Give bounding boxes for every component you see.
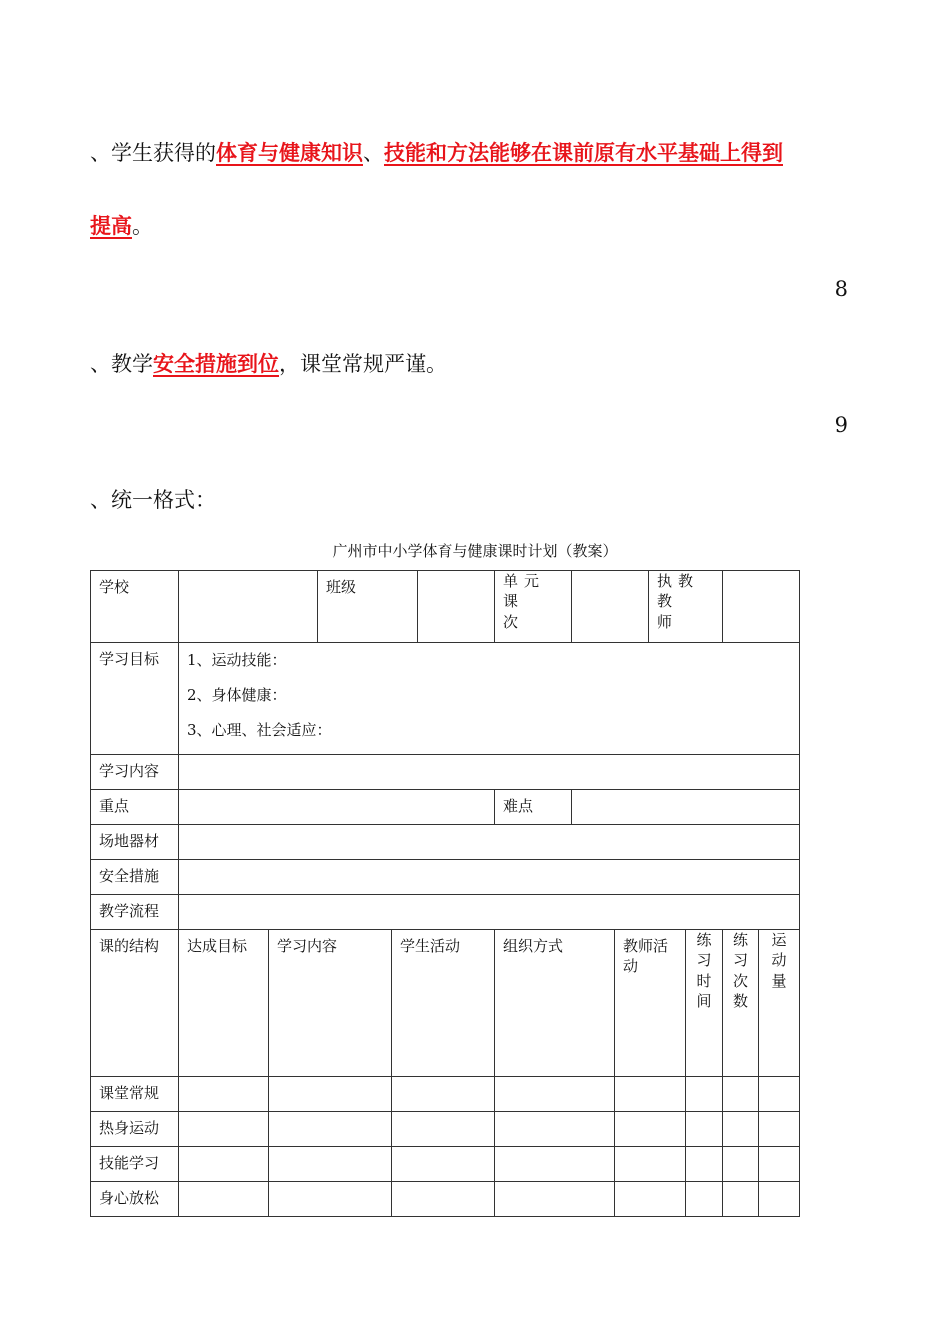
table-cell [495, 1182, 615, 1217]
table-cell [495, 1147, 615, 1182]
organization-header: 组织方式 [495, 930, 615, 1077]
difficulty-label: 难点 [495, 790, 572, 825]
unit-label [495, 571, 572, 643]
table-row-phase [91, 1182, 800, 1217]
student-activity-header: 学生活动 [392, 930, 495, 1077]
class-value [418, 571, 495, 643]
teacher-label-line-2: 师 [657, 612, 673, 631]
table-cell [723, 1147, 759, 1182]
item-7-highlight-knowledge: 体育与健康知识 [216, 140, 363, 165]
safety-value [179, 860, 800, 895]
practice-time-header [686, 930, 723, 1077]
goals-cell [179, 643, 800, 755]
venue-label: 场地器材 [91, 825, 179, 860]
table-row-phase [91, 1147, 800, 1182]
table-cell [686, 1147, 723, 1182]
goal-social-adaptation: 3、心理、社会适应： [187, 721, 332, 739]
table-row-phase [91, 1077, 800, 1112]
table-row-structure-header [91, 930, 800, 1077]
flow-value [179, 895, 800, 930]
table-cell [269, 1182, 392, 1217]
goal-header: 达成目标 [179, 930, 269, 1077]
item-8-prefix: 、教学 [90, 352, 153, 376]
difficulty-value [572, 790, 800, 825]
practice-time-char-3: 时 [696, 971, 712, 990]
table-cell [392, 1112, 495, 1147]
safety-label: 安全措施 [91, 860, 179, 895]
table-row-key-difficulty [91, 790, 800, 825]
content-value [179, 755, 800, 790]
table-cell [723, 1112, 759, 1147]
table-cell [686, 1077, 723, 1112]
unit-label-line-1: 单元课 [503, 572, 546, 611]
key-point-value [179, 790, 495, 825]
table-cell [179, 1112, 269, 1147]
practice-count-header [723, 930, 759, 1077]
table-cell [615, 1182, 686, 1217]
table-row-goals [91, 643, 800, 755]
table-cell [723, 1182, 759, 1217]
item-8-suffix: ，课堂常规严谨。 [279, 352, 447, 376]
exercise-load-char-1: 运 [771, 931, 787, 949]
table-cell [686, 1112, 723, 1147]
goal-motor-skills: 1、运动技能： [187, 651, 287, 669]
table-cell [179, 1182, 269, 1217]
table-cell [686, 1182, 723, 1217]
teacher-activity-header: 教师活动 [615, 930, 686, 1077]
practice-count-char-2: 习 [733, 951, 749, 970]
goal-physical-health: 2、身体健康： [187, 686, 287, 704]
class-label: 班级 [318, 571, 418, 643]
item-7-end: 。 [132, 214, 153, 238]
school-label: 学校 [91, 571, 179, 643]
table-cell [269, 1147, 392, 1182]
table-cell [179, 1077, 269, 1112]
table-cell [759, 1182, 800, 1217]
table-cell [392, 1147, 495, 1182]
teacher-value [723, 571, 800, 643]
table-row-venue [91, 825, 800, 860]
structure-label: 课的结构 [91, 930, 179, 1077]
form-title: 广州市中小学体育与健康课时计划（教案） [332, 542, 618, 560]
table-cell [615, 1147, 686, 1182]
table-row-phase [91, 1112, 800, 1147]
practice-count-char-1: 练 [733, 931, 749, 949]
table-cell [759, 1112, 800, 1147]
table-cell [495, 1077, 615, 1112]
item-7-highlight-skills: 技能和方法能够在课前原有水平基础上得到 [384, 140, 783, 165]
exercise-load-char-3: 量 [771, 971, 787, 990]
table-cell [759, 1077, 800, 1112]
content-header: 学习内容 [269, 930, 392, 1077]
table-cell [269, 1077, 392, 1112]
teacher-label-line-1: 执教教 [657, 572, 700, 611]
practice-time-char-4: 间 [696, 991, 712, 1010]
table-cell [615, 1077, 686, 1112]
exercise-load-char-2: 动 [771, 951, 787, 970]
phase-label: 课堂常规 [91, 1077, 179, 1112]
practice-time-char-1: 练 [696, 931, 712, 949]
item-8-line [90, 353, 447, 375]
item-7-separator: 、 [363, 141, 384, 165]
item-8-highlight-safety: 安全措施到位 [153, 351, 279, 376]
table-row-safety [91, 860, 800, 895]
key-point-label: 重点 [91, 790, 179, 825]
item-7-line-1 [90, 142, 783, 164]
item-7-line-2 [90, 215, 153, 237]
table-row-content [91, 755, 800, 790]
unit-value [572, 571, 649, 643]
unit-label-line-2: 次 [503, 612, 519, 631]
item-8-number: 8 [834, 277, 848, 301]
content-label: 学习内容 [91, 755, 179, 790]
table-cell [495, 1112, 615, 1147]
practice-count-char-3: 次 [733, 971, 749, 990]
table-cell [392, 1182, 495, 1217]
table-cell [759, 1147, 800, 1182]
table-cell [615, 1112, 686, 1147]
phase-label: 热身运动 [91, 1112, 179, 1147]
item-9-line: 、统一格式： [90, 488, 216, 512]
phase-label: 身心放松 [91, 1182, 179, 1217]
table-row-header-info [91, 571, 800, 643]
school-value [179, 571, 318, 643]
item-9-number: 9 [834, 413, 848, 437]
practice-time-char-2: 习 [696, 951, 712, 970]
exercise-load-header [759, 930, 800, 1077]
table-row-flow [91, 895, 800, 930]
practice-count-char-4: 数 [733, 991, 749, 1010]
venue-value [179, 825, 800, 860]
flow-label: 教学流程 [91, 895, 179, 930]
item-7-highlight-improve: 提高 [90, 213, 132, 238]
goals-label: 学习目标 [91, 643, 179, 755]
table-cell [269, 1112, 392, 1147]
phase-label: 技能学习 [91, 1147, 179, 1182]
lesson-plan-table [90, 570, 800, 1217]
table-cell [723, 1077, 759, 1112]
table-cell [179, 1147, 269, 1182]
table-cell [392, 1077, 495, 1112]
item-7-prefix: 、学生获得的 [90, 141, 216, 165]
teacher-label [649, 571, 723, 643]
